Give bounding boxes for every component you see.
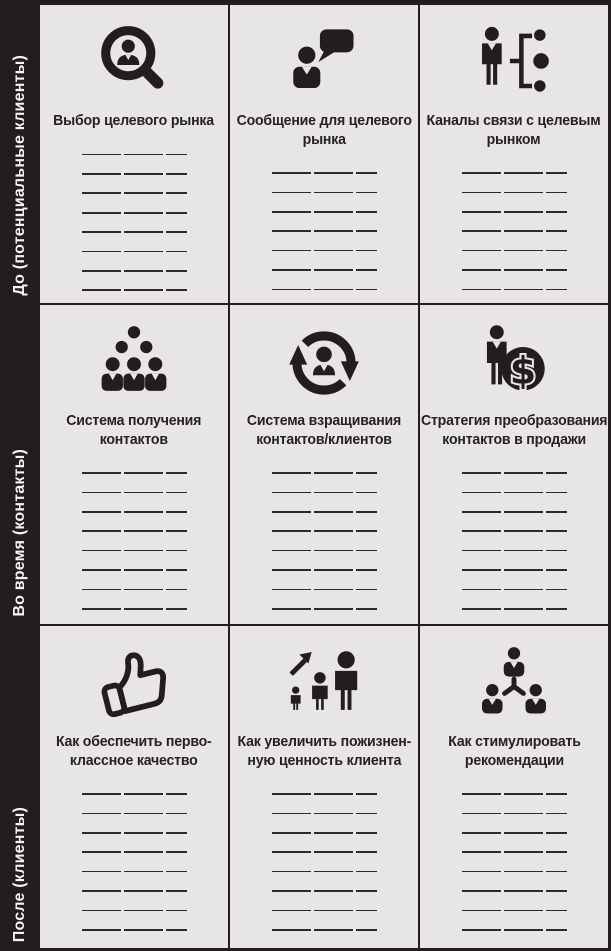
sidebar-section-during (0, 305, 40, 626)
blank-write-line (272, 477, 377, 496)
plan-cell (40, 5, 228, 303)
blank-write-line (82, 574, 187, 593)
cell-title-line: Как стимулировать (447, 733, 581, 750)
thumbs-up-icon (91, 643, 177, 725)
blank-write-line (272, 915, 377, 934)
cell-icon-box (91, 643, 177, 725)
blank-write-line (82, 217, 187, 236)
cell-title (247, 412, 401, 449)
write-in-lines (462, 458, 567, 613)
cell-title-line: Как увеличить пожизнен- (237, 733, 411, 750)
blank-write-line (82, 477, 187, 496)
plan-cell (420, 626, 608, 948)
write-in-lines (462, 779, 567, 934)
cell-title-line: Каналы связи с целевым (427, 112, 601, 129)
blank-write-line (82, 915, 187, 934)
sidebar-section-after (0, 626, 40, 951)
blank-write-line (462, 458, 567, 477)
sidebar-section-label: До (потенциальные клиенты) (11, 55, 28, 296)
plan-cell (230, 5, 418, 303)
blank-write-line (82, 140, 187, 159)
cell-icon-box (281, 643, 367, 725)
blank-write-line (462, 574, 567, 593)
cell-title-line: рекомендации (464, 751, 564, 769)
cell-title-line: рынком (487, 130, 541, 148)
referral-network-icon (471, 643, 557, 725)
growth-people-icon (281, 643, 367, 725)
person-speech-bubble-icon (281, 22, 367, 104)
blank-write-line (462, 779, 567, 798)
blank-write-line (462, 555, 567, 574)
write-in-lines (272, 158, 377, 294)
cell-title-line: классное качество (70, 751, 198, 769)
blank-write-line (462, 216, 567, 235)
blank-write-line (272, 197, 377, 216)
nurture-cycle-icon (281, 322, 367, 404)
blank-write-line (462, 594, 567, 613)
cell-title (237, 733, 411, 770)
blank-write-line (272, 798, 377, 817)
cell-title-line: Стратегия преобразования (420, 412, 608, 429)
blank-write-line (272, 837, 377, 856)
marketing-plan-grid (40, 0, 611, 951)
blank-write-line (272, 779, 377, 798)
cell-title (448, 733, 580, 770)
blank-write-line (272, 818, 377, 837)
cell-icon-box (471, 643, 557, 725)
cell-title-line: ную ценность клиента (247, 751, 401, 769)
cell-icon-box (91, 322, 177, 404)
magnifier-person-icon (91, 22, 177, 104)
write-in-lines (462, 158, 567, 294)
blank-write-line (82, 555, 187, 574)
blank-write-line (272, 497, 377, 516)
blank-write-line (462, 876, 567, 895)
blank-write-line (272, 255, 377, 274)
cell-title (236, 112, 411, 149)
cell-title (67, 412, 202, 449)
blank-write-line (82, 594, 187, 613)
plan-cell (230, 626, 418, 948)
cell-icon-box (91, 22, 177, 104)
blank-write-line (82, 895, 187, 914)
blank-write-line (272, 555, 377, 574)
plan-cell (40, 305, 228, 624)
blank-write-line (82, 236, 187, 255)
sidebar-section-label: Во время (контакты) (11, 449, 28, 617)
blank-write-line (272, 158, 377, 177)
cell-title-line: контактов/клиентов (256, 430, 392, 448)
svg-text:$: $ (509, 348, 537, 393)
blank-write-line (82, 837, 187, 856)
blank-write-line (462, 177, 567, 196)
sidebar-section-label: После (клиенты) (11, 806, 28, 942)
blank-write-line (462, 497, 567, 516)
blank-write-line (462, 516, 567, 535)
blank-write-line (462, 158, 567, 177)
blank-write-line (462, 274, 567, 293)
cell-icon-box (281, 22, 367, 104)
crowd-icon (91, 322, 177, 404)
person-channels-icon (471, 22, 557, 104)
blank-write-line (82, 857, 187, 876)
blank-write-line (272, 594, 377, 613)
blank-write-line (462, 536, 567, 555)
blank-write-line (82, 497, 187, 516)
plan-cell (230, 305, 418, 624)
cell-icon-box (471, 22, 557, 104)
blank-write-line (272, 876, 377, 895)
cell-title-line: Система получения (66, 412, 202, 429)
blank-write-line (82, 458, 187, 477)
cell-title-line: рынка (302, 130, 346, 148)
cell-title-line: контактов (99, 430, 169, 448)
blank-write-line (272, 895, 377, 914)
blank-write-line (462, 837, 567, 856)
blank-write-line (462, 477, 567, 496)
cell-title (421, 412, 607, 449)
write-in-lines (82, 779, 187, 934)
blank-write-line (82, 178, 187, 197)
blank-write-line (82, 275, 187, 294)
blank-write-line (82, 256, 187, 275)
blank-write-line (462, 915, 567, 934)
write-in-lines (82, 140, 187, 295)
sidebar-section-before (0, 0, 40, 305)
blank-write-line (272, 516, 377, 535)
blank-write-line (462, 197, 567, 216)
blank-write-line (82, 536, 187, 555)
write-in-lines (272, 779, 377, 934)
person-dollar-icon (471, 322, 557, 404)
blank-write-line (272, 574, 377, 593)
blank-write-line (82, 198, 187, 217)
cell-icon-box (471, 322, 557, 404)
blank-write-line (462, 818, 567, 837)
cell-title (54, 112, 215, 131)
blank-write-line (462, 857, 567, 876)
cell-title-line: Система взращивания (246, 412, 402, 429)
blank-write-line (272, 458, 377, 477)
blank-write-line (82, 798, 187, 817)
blank-write-line (82, 876, 187, 895)
write-in-lines (272, 458, 377, 613)
blank-write-line (272, 536, 377, 555)
plan-cell (420, 305, 608, 624)
blank-write-line (462, 236, 567, 255)
cell-title (56, 733, 212, 770)
plan-cell (420, 5, 608, 303)
cell-title (427, 112, 601, 149)
blank-write-line (82, 516, 187, 535)
blank-write-line (462, 798, 567, 817)
cell-title-line: Сообщение для целевого (236, 112, 412, 129)
cell-title-line: контактов в продажи (442, 430, 586, 448)
blank-write-line (82, 818, 187, 837)
stage-sidebar (0, 0, 40, 951)
cell-title-line: Выбор целевого рынка (53, 112, 215, 129)
blank-write-line (272, 216, 377, 235)
blank-write-line (462, 255, 567, 274)
blank-write-line (82, 779, 187, 798)
cell-title-line: Как обеспечить перво- (56, 733, 212, 750)
plan-cell (40, 626, 228, 948)
blank-write-line (272, 236, 377, 255)
write-in-lines (82, 458, 187, 613)
cell-icon-box (281, 322, 367, 404)
blank-write-line (272, 177, 377, 196)
blank-write-line (272, 857, 377, 876)
blank-write-line (82, 159, 187, 178)
blank-write-line (272, 274, 377, 293)
blank-write-line (462, 895, 567, 914)
